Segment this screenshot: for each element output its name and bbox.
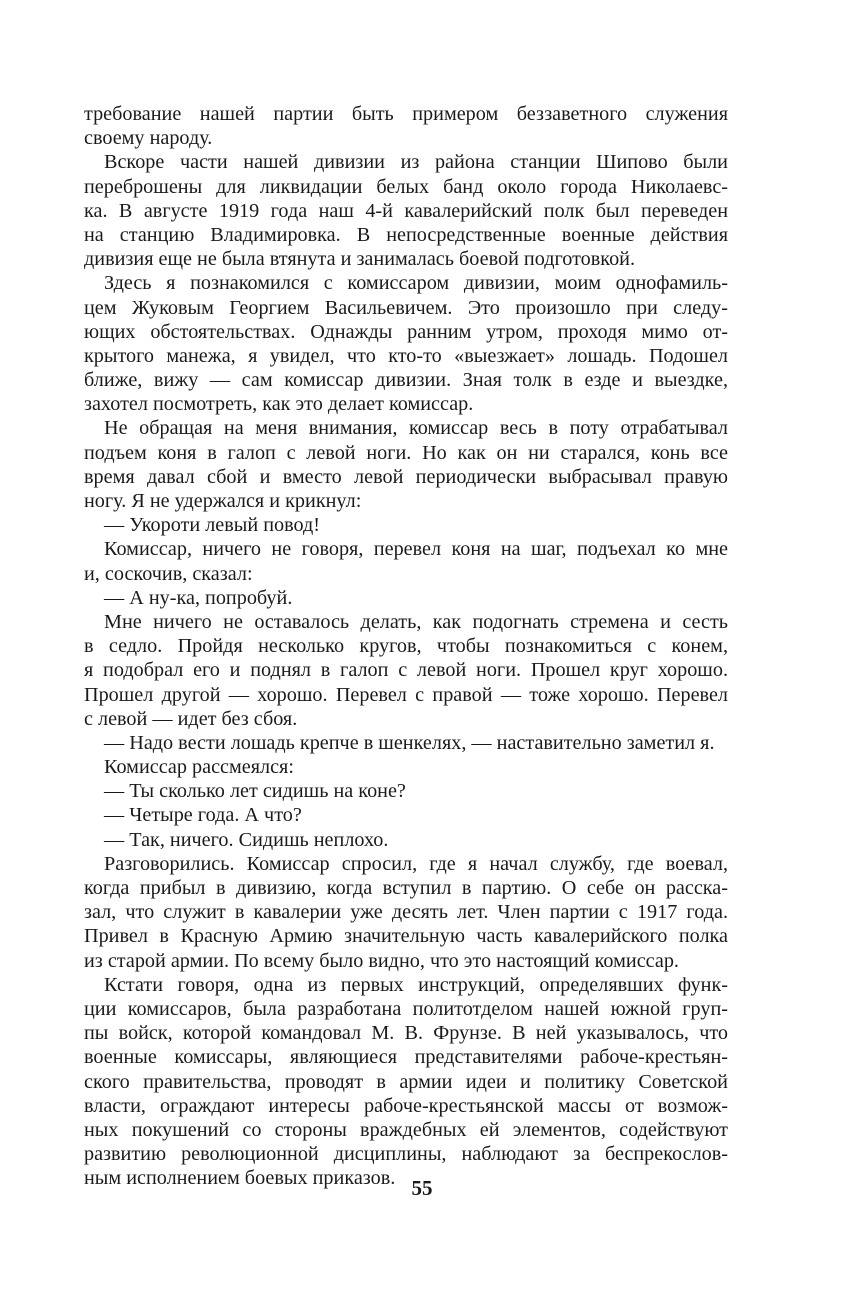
text-line: власти, ограждают интересы рабоче-крестьянской массы от возмож- [84,1094,728,1117]
text-line: дивизия еще не была втянута и занималась боевой подготовкой. [84,248,636,271]
paragraph [84,973,728,1191]
paragraph [84,416,728,513]
page-body [84,102,728,1190]
paragraph [84,731,728,755]
text-line: переброшены для ликвидации белых банд около города Николаевс- [84,175,728,198]
text-line: в седло. Пройдя несколько кругов, чтобы познакомиться с конем, [84,635,728,658]
text-line: когда прибыл в дивизию, когда вступил в партию. О себе он расска- [84,877,728,899]
text-line: Мне ничего не оставалось делать, как подогнать стремена и сесть [104,610,728,633]
text-line: подъем коня в галоп с левой ноги. Но как он ни старался, конь все [84,441,728,464]
paragraph [84,271,728,416]
text-line: ным исполнением боевых приказов. [84,1167,396,1190]
text-line: Привел в Красную Армию значительную часть кавалерийского полка [84,925,728,948]
paragraph [84,828,728,852]
text-line: развитию революционной дисциплины, наблюдают за беспрекослов- [84,1143,728,1166]
text-line: — Надо вести лошадь крепче в шенкелях, — наставительно заметил я. [104,731,715,754]
text-line: время давал сбой и вместо левой периодически выбрасывал правую [84,465,728,488]
text-line: — Ты сколько лет сидишь на коне? [104,780,406,803]
text-line: пы войск, которой командовал М. В. Фрунзе. В ней указывалось, что [84,1022,728,1045]
text-line: военные комиссары, являющиеся представителями рабоче-крестьян- [84,1046,728,1069]
text-line: — Четыре года. А что? [104,804,302,827]
text-line: Прошел другой — хорошо. Перевел с правой — тоже хорошо. Перевел [84,683,728,706]
text-line: Здесь я познакомился с комиссаром дивизии, моим однофамиль- [104,272,728,295]
paragraph [84,803,728,827]
text-line: с левой — идет без сбоя. [84,707,298,730]
text-line: ных покушений со стороны враждебных ей элементов, содействуют [84,1118,728,1141]
text-line: Разговорились. Комиссар спросил, где я начал службу, где воевал, [104,852,728,875]
text-line: захотел посмотреть, как это делает комиссар. [84,393,474,416]
text-line: крытого манежа, я увидел, что кто-то «выезжает» лошадь. Подошел [84,344,728,367]
text-line: цем Жуковым Георгием Васильевичем. Это произошло при следу- [84,296,728,319]
text-line: ближе, вижу — сам комиссар дивизии. Зная толк в езде и выездке, [84,369,728,392]
text-line: Кстати говоря, одна из первых инструкций, определявших функ- [104,973,728,996]
text-line: своему народу. [84,127,213,150]
page-number: 55 [411,1176,433,1200]
paragraph [84,537,728,585]
paragraph [84,513,728,537]
paragraph [84,755,728,779]
paragraph [84,610,728,731]
text-line: Комиссар рассмеялся: [104,756,294,779]
text-line: ка. В августе 1919 года наш 4-й кавалерийский полк был переведен [84,199,728,222]
paragraph [84,586,728,610]
text-line: ского правительства, проводят в армии идеи и политику Советской [84,1070,728,1093]
paragraph [84,852,728,973]
text-line: ющих обстоятельствах. Однажды ранним утром, проходя мимо от- [84,320,728,343]
text-line: Вскоре части нашей дивизии из района станции Шипово были [104,151,728,174]
text-line: — Так, ничего. Сидишь неплохо. [104,828,389,851]
text-line: — А ну-ка, попробуй. [104,586,293,609]
text-line: Комиссар, ничего не говоря, перевел коня на шаг, подъехал ко мне [104,538,728,561]
paragraph [84,102,728,150]
text-line: Не обращая на меня внимания, комиссар весь в поту отрабатывал [104,417,728,440]
text-line: из старой армии. По всему было видно, что это настоящий комиссар. [84,949,679,972]
paragraph [84,150,728,271]
text-line: требование нашей партии быть примером беззаветного служения [84,103,728,125]
text-line: ции комиссаров, была разработана политотделом нашей южной груп- [84,997,728,1020]
text-line: я подобрал его и поднял в галоп с левой ноги. Прошел круг хорошо. [84,659,728,682]
text-line: зал, что служит в кавалерии уже десять лет. Член партии с 1917 года. [84,901,728,924]
text-line: на станцию Владимировка. В непосредственные военные действия [84,223,728,246]
text-line: ногу. Я не удержался и крикнул: [84,490,362,512]
text-line: — Укороти левый повод! [104,514,320,537]
paragraph [84,779,728,803]
text-line: и, соскочив, сказал: [84,562,253,585]
